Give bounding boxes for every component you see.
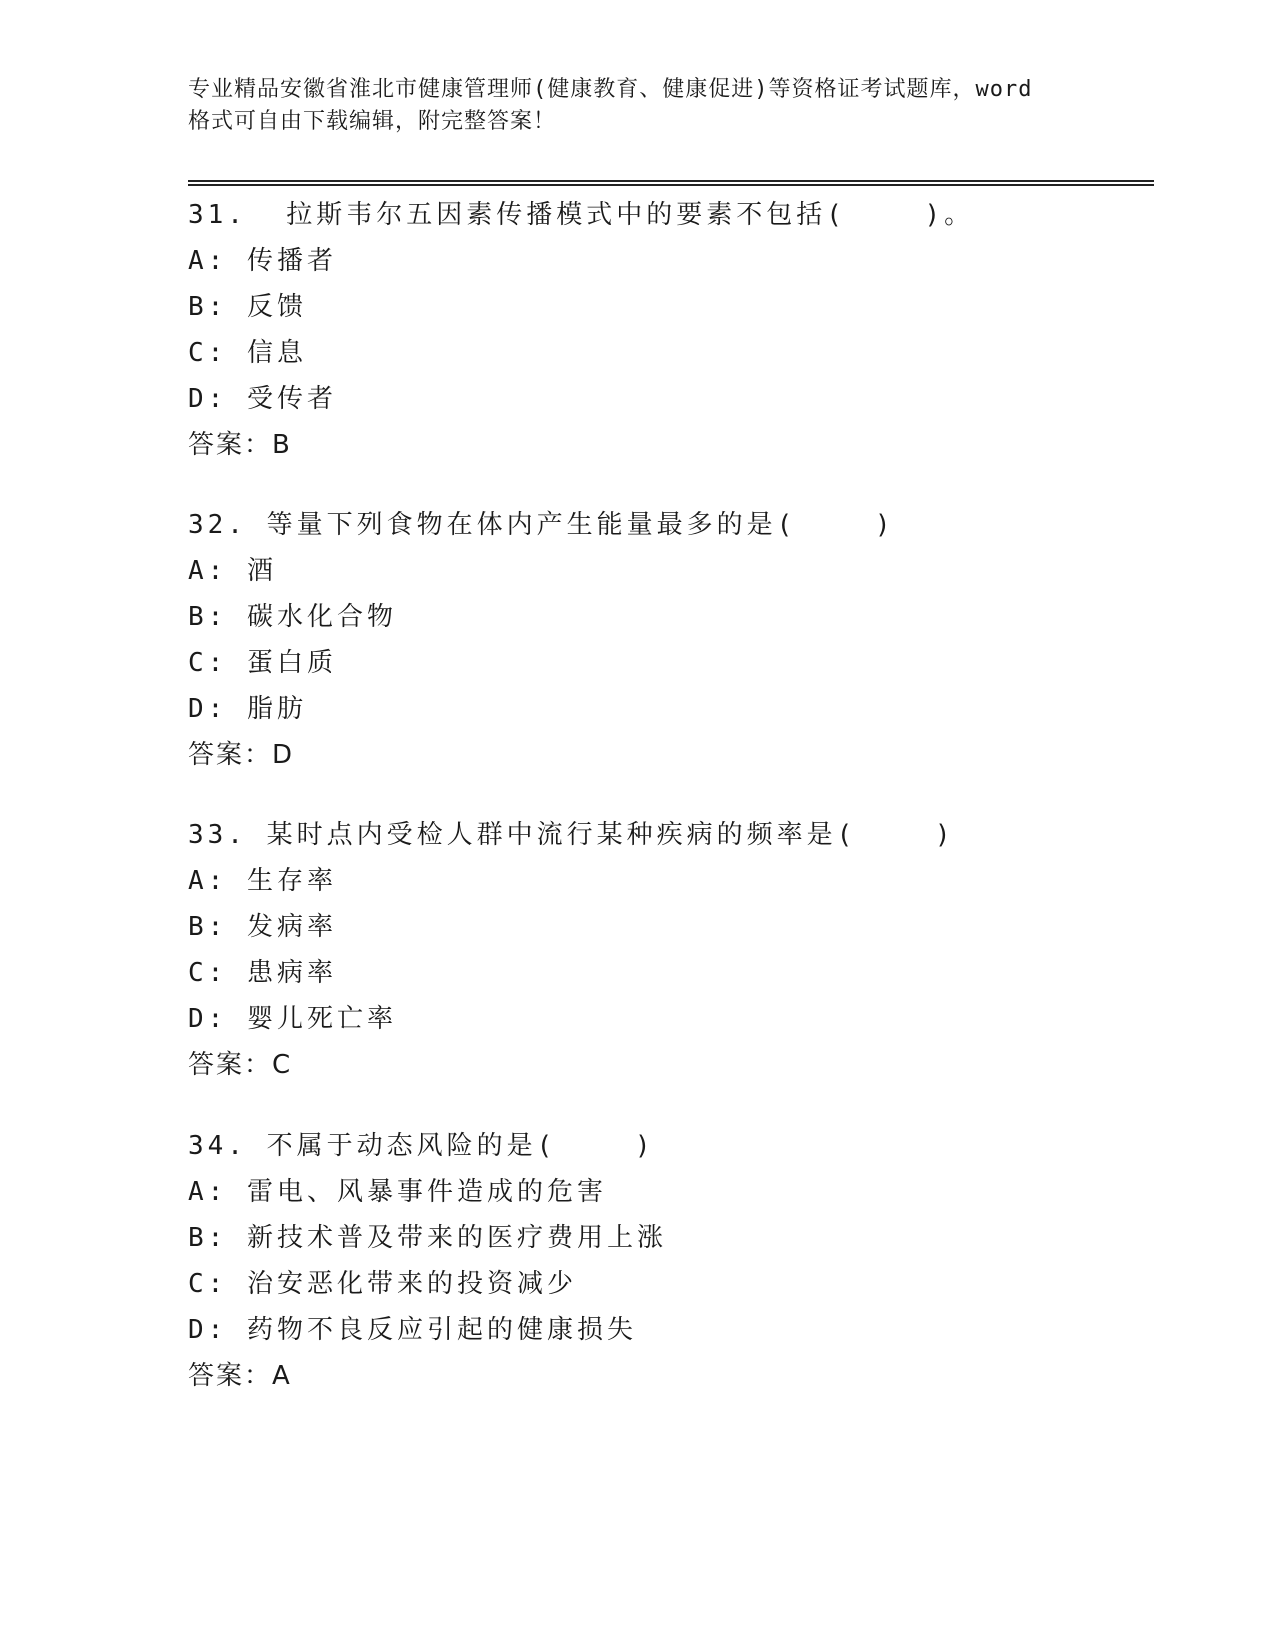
option-d: D: 药物不良反应引起的健康损失 [188,1315,637,1345]
question-31 [188,192,1148,468]
question-34 [188,1123,1148,1399]
option-a: A: 雷电、风暴事件造成的危害 [188,1177,607,1207]
question-stem: 34. 不属于动态风险的是( ) [188,1131,655,1161]
option-c: C: 治安恶化带来的投资减少 [188,1269,577,1299]
header-line-2: 格式可自由下载编辑，附完整答案！ [188,109,557,134]
question-stem: 33. 某时点内受检人群中流行某种疾病的频率是( ) [188,820,955,850]
option-d: D: 婴儿死亡率 [188,1004,397,1034]
option-a: A: 传播者 [188,246,337,276]
document-header [188,74,1088,138]
answer-line: 答案：C [188,1050,293,1080]
answer-line: 答案：D [188,740,295,770]
option-c: C: 患病率 [188,958,337,988]
header-divider-bottom [188,184,1154,186]
option-b: B: 发病率 [188,912,337,942]
option-b: B: 反馈 [188,292,307,322]
question-32 [188,502,1148,778]
option-d: D: 脂肪 [188,694,307,724]
option-d: D: 受传者 [188,384,337,414]
option-c: C: 蛋白质 [188,648,337,678]
option-a: A: 生存率 [188,866,337,896]
answer-line: 答案：B [188,430,292,460]
answer-line: 答案：A [188,1361,292,1391]
option-b: B: 新技术普及带来的医疗费用上涨 [188,1223,667,1253]
header-divider-top [188,180,1154,182]
option-a: A: 酒 [188,556,277,586]
option-c: C: 信息 [188,338,307,368]
question-stem: 32. 等量下列食物在体内产生能量最多的是( ) [188,510,895,540]
header-line-1: 专业精品安徽省淮北市健康管理师(健康教育、健康促进)等资格证考试题库，word [188,77,1033,102]
option-b: B: 碳水化合物 [188,602,397,632]
question-33 [188,812,1148,1088]
question-stem: 31. 拉斯韦尔五因素传播模式中的要素不包括( )。 [188,200,975,230]
